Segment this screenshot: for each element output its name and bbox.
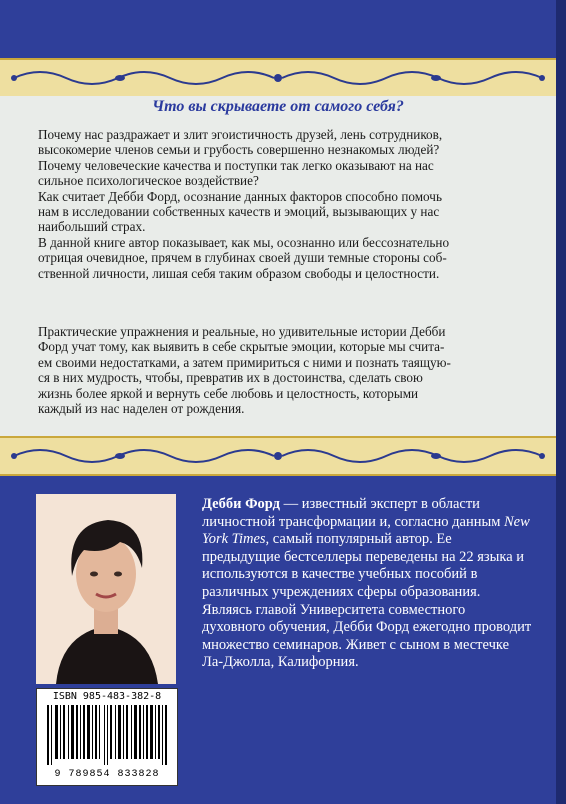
text-line: высокомерие членов семьи и грубость совершенно незнакомых людей? <box>38 142 440 158</box>
bio-text: — известный эксперт в области личностной трансформации и, согласно данным <box>202 496 505 530</box>
ornament-pattern-bottom <box>0 438 556 474</box>
ornamental-border-bottom <box>0 436 556 476</box>
text-line: ем своими недостатками, а затем примириться с ними и познать таящую- <box>38 354 451 370</box>
ornament-pattern-top <box>0 60 556 96</box>
practice-paragraph <box>38 324 526 416</box>
text-line: каждый из нас наделен от рождения. <box>38 401 245 417</box>
text-line: сильное психологическое воздействие? <box>38 173 259 189</box>
text-line: Как считает Дебби Форд, осознание данных факторов способно помочь <box>38 188 442 204</box>
spine-edge <box>556 0 566 804</box>
page-title: Что вы скрываете от самого себя? <box>152 98 404 115</box>
author-bio <box>202 496 532 672</box>
text-line: ственной личности, лишая себя таким образом свободы и целостности. <box>38 265 440 281</box>
barcode <box>47 705 167 765</box>
text-line: наибольший страх. <box>38 219 146 235</box>
text-line: Почему человеческие качества и поступки так легко оказывают на нас <box>38 157 434 173</box>
bio-text: самый популярный автор. Ее предыдущие бестселлеры переведены на 22 языка и используются в качестве учебных пособий в различных учреждениях сферы образования. Являясь главой Университета совместного духовного обучения, Дебби Форд ежегодно проводит множество семинаров. Живет с сыном в местечке Ла-Джолла, Калифорния. <box>202 531 532 671</box>
text-line: ся в них мудрость, чтобы, превратив их в достоинства, сделать свою <box>38 370 423 386</box>
text-line: В данной книге автор показывает, как мы, осознанно или бессознательно <box>38 234 450 250</box>
text-line: жизнь более яркой и вернуть себе любовь и целостность, которыми <box>38 385 419 401</box>
text-line: Практические упражнения и реальные, но удивительные истории Дебби <box>38 324 446 339</box>
text-line: нам в исследовании собственных качеств и эмоций, вызывающих у нас <box>38 204 440 220</box>
isbn-barcode-box <box>36 688 178 786</box>
author-name: Дебби Форд <box>202 496 280 512</box>
text-line: Почему нас раздражает и злит эгоистичность друзей, лень сотрудников, <box>38 127 443 142</box>
intro-paragraph <box>38 127 526 281</box>
isbn-label: ISBN 985-483-382-8 <box>52 691 162 702</box>
author-photo <box>36 494 176 684</box>
text-line: отрицая очевидное, прячем в глубинах своей души темные стороны соб- <box>38 250 447 266</box>
text-line: Форд учат тому, как выявить в себе скрытые эмоции, которые мы счита- <box>38 339 445 355</box>
author-portrait-illustration <box>36 494 176 684</box>
barcode-number: 9 789854 833828 <box>54 769 160 780</box>
top-blue-band <box>0 0 566 58</box>
publication-name: New York Times, <box>202 513 530 548</box>
ornamental-border-top <box>0 58 556 98</box>
